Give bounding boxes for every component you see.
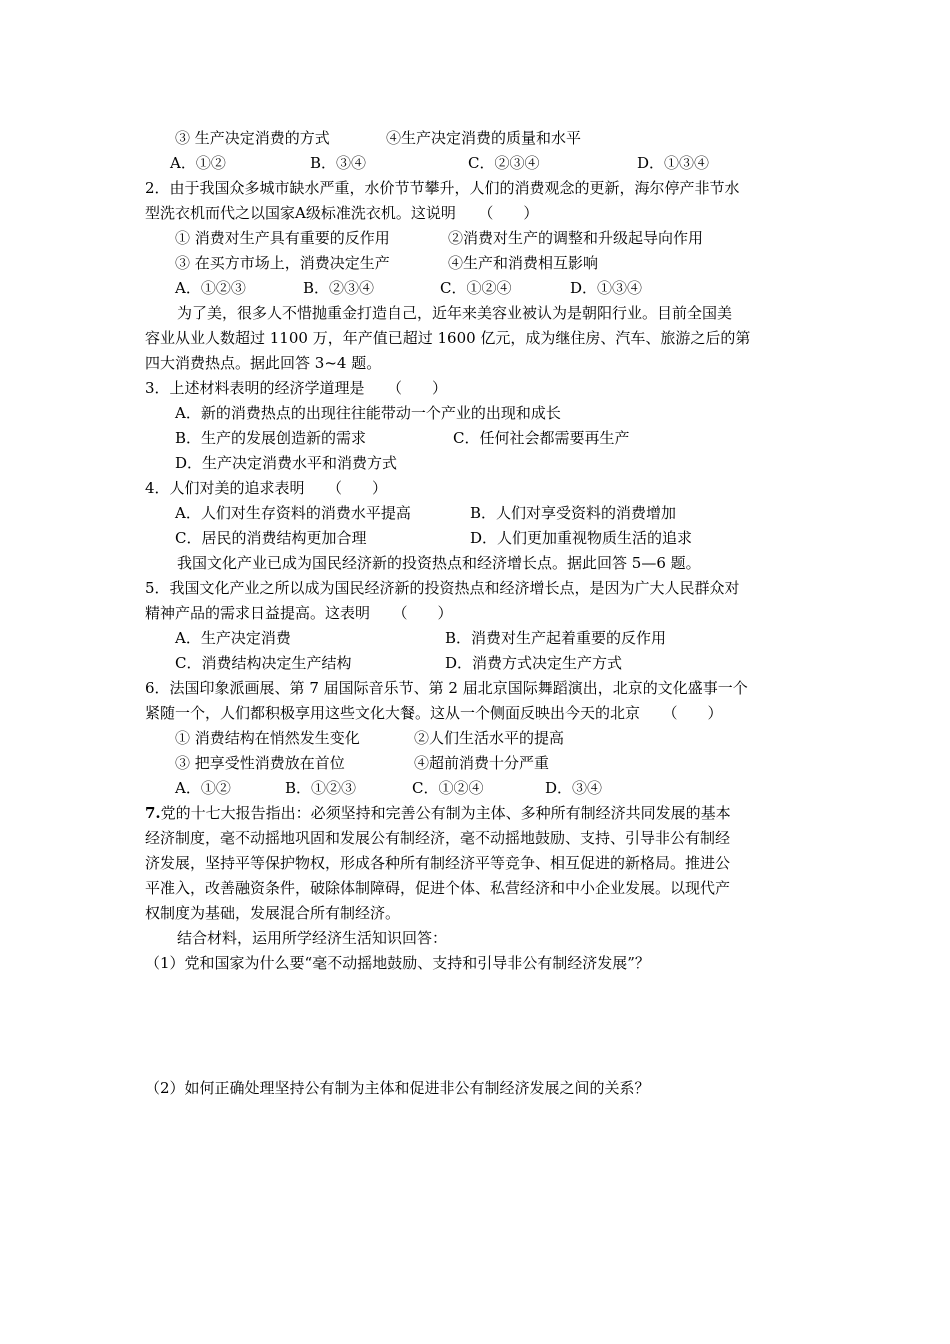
q5-option-a: A．生产决定消费 [175,629,291,647]
q1-option-a: A．①② [170,154,226,172]
q2-option-d: D．①③④ [570,279,643,297]
material1-line3: 四大消费热点。据此回答 3~4 题。 [145,354,382,372]
q3-option-c: C．任何社会都需要再生产 [453,429,630,447]
q7-line4: 平准入，改善融资条件，破除体制障碍，促进个体、私营经济和中小企业发展。以现代产 [145,879,731,897]
q1-item4: ④生产决定消费的质量和水平 [386,129,582,147]
q5-option-b: B．消费对生产起着重要的反作用 [445,629,667,647]
q7-line2: 经济制度，毫不动摇地巩固和发展公有制经济，毫不动摇地鼓励、支持、引导非公有制经 [145,829,731,847]
q7-first-line [145,803,731,825]
q6-item2: ②人们生活水平的提高 [414,729,565,747]
q7-line5: 权制度为基础，发展混合所有制经济。 [145,904,401,922]
q6-stem-line1: 6．法国印象派画展、第 7 届国际音乐节、第 2 届北京国际舞蹈演出，北京的文化盛事一个 [145,679,748,697]
q3-option-d: D．生产决定消费水平和消费方式 [175,454,398,472]
q3-option-b: B．生产的发展创造新的需求 [175,429,367,447]
q4-option-a: A．人们对生存资料的消费水平提高 [175,504,411,522]
q2-item3: ③ 在买方市场上，消费决定生产 [175,254,390,272]
q4-option-d: D．人们更加重视物质生活的追求 [470,529,693,547]
q6-option-c: C．①②④ [412,779,484,797]
q5-option-c: C．消费结构决定生产结构 [175,654,352,672]
q4-stem: 4．人们对美的追求表明 （ ） [145,479,388,497]
q2-option-a: A．①②③ [175,279,246,297]
q2-item4: ④生产和消费相互影响 [448,254,599,272]
material1-line2: 容业从业人数超过 1100 万，年产值已超过 1600 亿元，成为继住房、汽车、旅游之后的第 [145,329,751,347]
q6-option-d: D．③④ [545,779,603,797]
q1-item3: ③ 生产决定消费的方式 [175,129,330,147]
material2-line1: 我国文化产业已成为国民经济新的投资热点和经济增长点。据此回答 5—6 题。 [177,554,701,572]
q2-stem-line1: 2．由于我国众多城市缺水严重，水价节节攀升，人们的消费观念的更新，海尔停产非节水 [145,179,740,197]
q6-stem-line2: 紧随一个，人们都积极享用这些文化大餐。这从一个侧面反映出今天的北京 （ ） [145,704,723,722]
q2-item2: ②消费对生产的调整和升级起导向作用 [448,229,704,247]
q1-option-d: D．①③④ [637,154,710,172]
q5-stem-line2: 精神产品的需求日益提高。这表明 （ ） [145,604,453,622]
q7-instruction: 结合材料，运用所学经济生活知识回答： [177,929,448,947]
q6-option-b: B．①②③ [285,779,357,797]
q6-option-a: A．①② [175,779,231,797]
q2-item1: ① 消费对生产具有重要的反作用 [175,229,390,247]
q6-item3: ③ 把享受性消费放在首位 [175,754,345,772]
q6-item1: ① 消费结构在悄然发生变化 [175,729,360,747]
q3-option-a: A．新的消费热点的出现往往能带动一个产业的出现和成长 [175,404,561,422]
q6-item4: ④超前消费十分严重 [414,754,550,772]
q2-option-b: B．②③④ [303,279,375,297]
q7-subquestion-2: （2）如何正确处理坚持公有制为主体和促进非公有制经济发展之间的关系？ [145,1079,650,1097]
q4-option-b: B．人们对享受资料的消费增加 [470,504,677,522]
material1-line1: 为了美，很多人不惜抛重金打造自己，近年来美容业被认为是朝阳行业。目前全国美 [177,304,733,322]
q5-option-d: D．消费方式决定生产方式 [445,654,623,672]
q7-number: 7. [145,804,161,822]
q7-line1: 党的十七大报告指出：必须坚持和完善公有制为主体、多种所有制经济共同发展的基本 [160,804,731,822]
q7-line3: 济发展，坚持平等保护物权，形成各种所有制经济平等竞争、相互促进的新格局。推进公 [145,854,731,872]
q2-stem-line2: 型洗衣机而代之以国家A级标准洗衣机。这说明 （ ） [145,204,539,222]
q2-option-c: C．①②④ [440,279,512,297]
q7-subquestion-1: （1）党和国家为什么要“毫不动摇地鼓励、支持和引导非公有制经济发展”？ [145,954,650,972]
q3-stem: 3．上述材料表明的经济学道理是 （ ） [145,379,448,397]
q1-option-c: C．②③④ [468,154,540,172]
q4-option-c: C．居民的消费结构更加合理 [175,529,367,547]
q5-stem-line1: 5．我国文化产业之所以成为国民经济新的投资热点和经济增长点，是因为广大人民群众对 [145,579,740,597]
q1-option-b: B．③④ [310,154,367,172]
